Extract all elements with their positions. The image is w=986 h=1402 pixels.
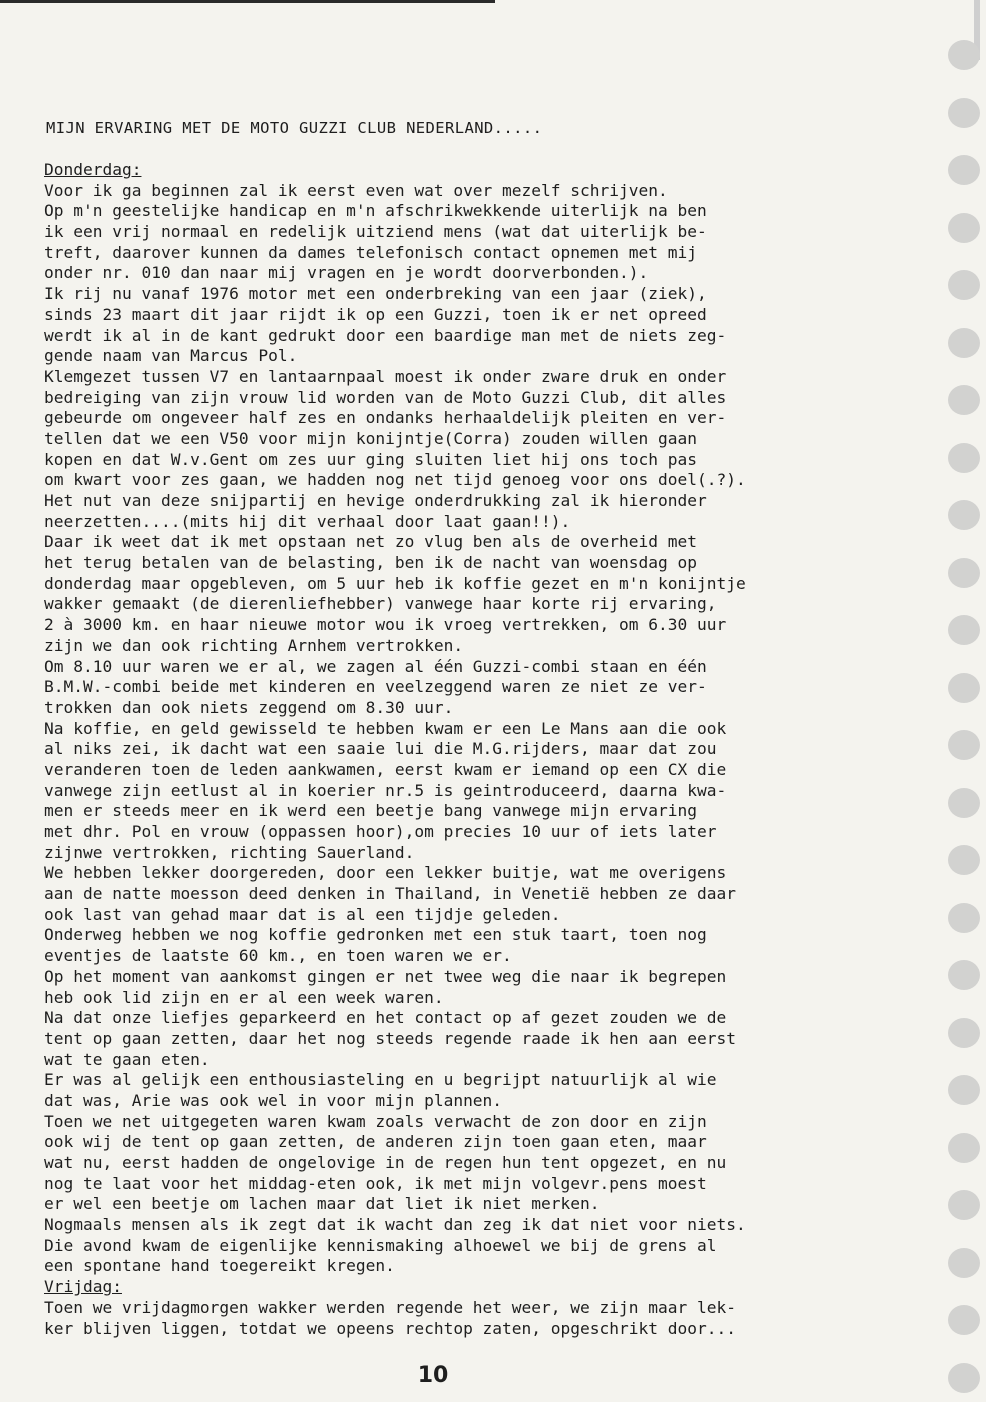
text-line: neerzetten....(mits hij dit verhaal door laat gaan!!). xyxy=(44,511,571,531)
document-title: MIJN ERVARING MET DE MOTO GUZZI CLUB NEDERLAND..... xyxy=(46,119,543,137)
text-line: wakker gemaakt (de dierenliefhebber) vanwege haar korte rij ervaring, xyxy=(44,594,717,614)
page-number: 10 xyxy=(417,1363,449,1388)
text-line: gebeurde om ongeveer half zes en ondanks herhaaldelijk pleiten en ver- xyxy=(44,408,727,428)
text-line: dat was, Arie was ook wel in voor mijn plannen. xyxy=(44,1090,503,1110)
binder-hole xyxy=(948,1363,980,1393)
text-line: Daar ik weet dat ik met opstaan net zo vlug ben als de overheid met xyxy=(44,532,697,552)
text-line: Die avond kwam de eigenlijke kennismaking alhoewel we bij de grens al xyxy=(44,1235,717,1255)
text-line: al niks zei, ik dacht wat een saaie lui die M.G.rijders, maar dat zou xyxy=(44,739,717,759)
text-line: kopen en dat W.v.Gent om zes uur ging sluiten liet hij ons toch pas xyxy=(44,449,697,469)
text-line: Op m'n geestelijke handicap en m'n afschrikwekkende uiterlijk na ben xyxy=(44,201,707,221)
text-line: wat te gaan eten. xyxy=(44,1049,210,1069)
text-line: Nogmaals mensen als ik zegt dat ik wacht dan zeg ik dat niet voor niets. xyxy=(44,1215,746,1235)
text-line: treft, daarover kunnen da dames telefonisch contact opnemen met mij xyxy=(44,242,697,262)
text-line: ook wij de tent op gaan zetten, de anderen zijn toen gaan eten, maar xyxy=(44,1132,707,1152)
text-line: Het nut van deze snijpartij en hevige onderdrukking zal ik hieronder xyxy=(44,491,707,510)
text-line: werdt ik al in de kant gedrukt door een baardige man met de niets zeg- xyxy=(44,325,727,345)
text-line: eventjes de laatste 60 km., en toen waren we er. xyxy=(44,946,512,966)
text-line: trokken dan ook niets zeggend om 8.30 uur. xyxy=(44,697,454,717)
text-line: er wel een beetje om lachen maar dat liet ik niet merken. xyxy=(44,1194,600,1214)
text-line: met dhr. Pol en vrouw (oppassen hoor),om precies 10 uur of iets later xyxy=(44,822,717,841)
text-line: sinds 23 maart dit jaar rijdt ik op een Guzzi, toen ik er net opreed xyxy=(44,304,707,324)
text-line: aan de natte moesson deed denken in Thailand, in Venetië hebben ze daar xyxy=(44,884,736,904)
text-line: heb ook lid zijn en er al een week waren. xyxy=(44,987,444,1007)
text-line: Na dat onze liefjes geparkeerd en het contact op af gezet zouden we de xyxy=(44,1008,727,1028)
text-line: B.M.W.-combi beide met kinderen en veelzeggend waren ze niet ze ver- xyxy=(44,677,707,697)
text-line: bedreiging van zijn vrouw lid worden van de Moto Guzzi Club, dit alles xyxy=(44,387,727,407)
document-body xyxy=(44,160,954,1339)
text-line: Klemgezet tussen V7 en lantaarnpaal moest ik onder zware druk en onder xyxy=(44,366,727,386)
binder-hole xyxy=(948,98,980,128)
text-line: onder nr. 010 dan naar mij vragen en je wordt doorverbonden.). xyxy=(44,263,649,283)
text-line: om kwart voor zes gaan, we hadden nog net tijd genoeg voor ons doel(.?). xyxy=(44,470,746,490)
binder-hole xyxy=(948,40,980,70)
text-line: Onderweg hebben we nog koffie gedronken met een stuk taart, toen nog xyxy=(44,925,707,945)
text-line: 2 à 3000 km. en haar nieuwe motor wou ik vroeg vertrekken, om 6.30 uur xyxy=(44,615,727,635)
text-line: veranderen toen de leden aankwamen, eerst kwam er iemand op een CX die xyxy=(44,759,727,779)
text-line: We hebben lekker doorgereden, door een lekker buitje, wat me overigens xyxy=(44,863,727,883)
text-line: zijn we dan ook richting Arnhem vertrokken. xyxy=(44,635,464,655)
text-line: Voor ik ga beginnen zal ik eerst even wat over mezelf schrijven. xyxy=(44,180,668,200)
text-line: tellen dat we een V50 voor mijn konijntje(Corra) zouden willen gaan xyxy=(44,428,697,448)
text-line: gende naam van Marcus Pol. xyxy=(44,346,298,366)
section-heading: Vrijdag: xyxy=(44,1277,122,1297)
text-line: men er steeds meer en ik werd een beetje bang vanwege mijn ervaring xyxy=(44,801,697,821)
text-line: het terug betalen van de belasting, ben ik de nacht van woensdag op xyxy=(44,553,697,573)
text-line: ook last van gehad maar dat is al een tijdje geleden. xyxy=(44,904,561,924)
text-line: wat nu, eerst hadden de ongelovige in de regen hun tent opgezet, en nu xyxy=(44,1153,727,1172)
text-line: Toen we vrijdagmorgen wakker werden regende het weer, we zijn maar lek- xyxy=(44,1297,736,1317)
text-line: tent op gaan zetten, daar het nog steeds regende raade ik hen aan eerst xyxy=(44,1028,736,1048)
text-line: ker blijven liggen, totdat we opeens rechtop zaten, opgeschrikt door... xyxy=(44,1318,736,1338)
text-line: vanwege zijn eetlust al in koerier nr.5 is geintroduceerd, daarna kwa- xyxy=(44,780,727,800)
text-line: een spontane hand toegereikt kregen. xyxy=(44,1256,395,1276)
text-line: Om 8.10 uur waren we er al, we zagen al één Guzzi-combi staan en één xyxy=(44,656,707,676)
text-line: zijnwe vertrokken, richting Sauerland. xyxy=(44,842,415,862)
page-top-edge xyxy=(0,0,495,3)
text-line: ik een vrij normaal en redelijk uitziend mens (wat dat uiterlijk be- xyxy=(44,222,707,242)
text-line: Ik rij nu vanaf 1976 motor met een onderbreking van een jaar (ziek), xyxy=(44,284,707,304)
text-line: Op het moment van aankomst gingen er net twee weg die naar ik begrepen xyxy=(44,966,727,986)
text-line: Na koffie, en geld gewisseld te hebben kwam er een Le Mans aan die ook xyxy=(44,718,727,738)
text-line: donderdag maar opgebleven, om 5 uur heb ik koffie gezet en m'n konijntje xyxy=(44,573,746,593)
text-line: nog te laat voor het middag-eten ook, ik met mijn volgevr.pens moest xyxy=(44,1173,707,1193)
text-line: Er was al gelijk een enthousiasteling en u begrijpt natuurlijk al wie xyxy=(44,1070,717,1090)
text-line: Toen we net uitgegeten waren kwam zoals verwacht de zon door en zijn xyxy=(44,1111,707,1131)
section-heading: Donderdag: xyxy=(44,160,142,179)
